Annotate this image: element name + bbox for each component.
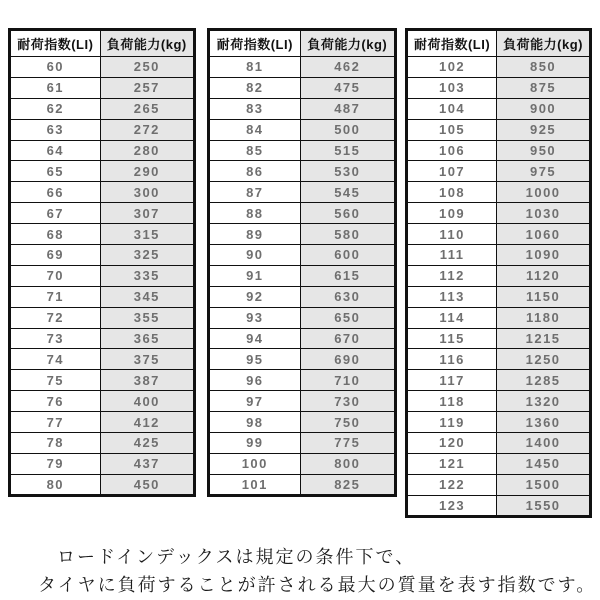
load-index-header-cell: 耐荷指数(LI) — [10, 30, 101, 57]
load-index-cell: 82 — [209, 77, 301, 98]
load-capacity-cell: 670 — [300, 328, 395, 349]
table-row — [10, 433, 195, 454]
load-capacity-cell: 300 — [100, 182, 194, 203]
load-capacity-cell: 1120 — [497, 265, 591, 286]
table-row — [10, 474, 195, 495]
load-index-cell: 96 — [209, 370, 301, 391]
table-row — [407, 495, 591, 516]
table-row — [407, 391, 591, 412]
table-row — [407, 412, 591, 433]
load-index-cell: 117 — [407, 370, 497, 391]
table-row — [10, 203, 195, 224]
table-row — [10, 286, 195, 307]
load-index-cell: 105 — [407, 119, 497, 140]
load-capacity-cell: 250 — [100, 57, 194, 78]
load-capacity-cell: 775 — [300, 433, 395, 454]
load-capacity-cell: 345 — [100, 286, 194, 307]
load-capacity-cell: 530 — [300, 161, 395, 182]
load-index-cell: 79 — [10, 453, 101, 474]
load-index-cell: 69 — [10, 245, 101, 266]
load-index-cell: 74 — [10, 349, 101, 370]
load-index-cell: 83 — [209, 98, 301, 119]
load-capacity-cell: 325 — [100, 245, 194, 266]
load-capacity-cell: 315 — [100, 224, 194, 245]
table-row — [407, 474, 591, 495]
table-row — [209, 286, 396, 307]
load-index-cell: 87 — [209, 182, 301, 203]
load-index-cell: 89 — [209, 224, 301, 245]
load-capacity-cell: 437 — [100, 453, 194, 474]
load-index-cell: 98 — [209, 412, 301, 433]
load-index-cell: 115 — [407, 328, 497, 349]
table-row — [10, 265, 195, 286]
load-capacity-cell: 280 — [100, 140, 194, 161]
load-capacity-cell: 1550 — [497, 495, 591, 516]
table-row — [407, 370, 591, 391]
table-row — [10, 328, 195, 349]
load-index-cell: 119 — [407, 412, 497, 433]
table-row — [10, 119, 195, 140]
table-row — [407, 245, 591, 266]
load-capacity-cell: 900 — [497, 98, 591, 119]
load-index-cell: 93 — [209, 307, 301, 328]
table-row — [407, 57, 591, 78]
load-index-cell: 62 — [10, 98, 101, 119]
table-row — [209, 203, 396, 224]
table-row — [209, 140, 396, 161]
load-index-header-cell: 耐荷指数(LI) — [407, 30, 497, 57]
load-capacity-cell: 475 — [300, 77, 395, 98]
load-capacity-cell: 412 — [100, 412, 194, 433]
load-index-cell: 92 — [209, 286, 301, 307]
table-row — [407, 203, 591, 224]
table-row — [209, 433, 396, 454]
load-index-cell: 75 — [10, 370, 101, 391]
load-index-cell: 109 — [407, 203, 497, 224]
load-index-cell: 71 — [10, 286, 101, 307]
load-capacity-cell: 800 — [300, 453, 395, 474]
footer-line-1: ロードインデックスは規定の条件下で、 — [57, 547, 416, 567]
load-index-cell: 64 — [10, 140, 101, 161]
table-row — [209, 182, 396, 203]
load-capacity-cell: 450 — [100, 474, 194, 495]
table-row — [407, 161, 591, 182]
header-row — [407, 30, 591, 57]
load-capacity-cell: 875 — [497, 77, 591, 98]
load-capacity-cell: 650 — [300, 307, 395, 328]
footer-line-2: タイヤに負荷することが許される最大の質量を表す指数です。 — [38, 575, 597, 595]
load-capacity-cell: 975 — [497, 161, 591, 182]
load-capacity-cell: 750 — [300, 412, 395, 433]
load-capacity-cell: 1360 — [497, 412, 591, 433]
load-index-cell: 101 — [209, 474, 301, 495]
table-row — [209, 224, 396, 245]
load-capacity-cell: 1090 — [497, 245, 591, 266]
load-capacity-cell: 1215 — [497, 328, 591, 349]
load-capacity-cell: 1250 — [497, 349, 591, 370]
load-index-cell: 80 — [10, 474, 101, 495]
load-capacity-cell: 1060 — [497, 224, 591, 245]
table-row — [10, 349, 195, 370]
table-row — [10, 140, 195, 161]
load-capacity-header-cell: 負荷能力(kg) — [497, 30, 591, 57]
table-row — [10, 370, 195, 391]
load-index-cell: 63 — [10, 119, 101, 140]
table-row — [209, 412, 396, 433]
table-row — [209, 453, 396, 474]
load-capacity-cell: 1320 — [497, 391, 591, 412]
table-row — [407, 98, 591, 119]
table-row — [407, 265, 591, 286]
load-index-cell: 86 — [209, 161, 301, 182]
table-row — [209, 98, 396, 119]
load-index-cell: 65 — [10, 161, 101, 182]
load-index-cell: 107 — [407, 161, 497, 182]
load-capacity-cell: 265 — [100, 98, 194, 119]
load-index-cell: 108 — [407, 182, 497, 203]
load-capacity-header-cell: 負荷能力(kg) — [100, 30, 194, 57]
table-row — [10, 57, 195, 78]
table-row — [10, 453, 195, 474]
load-capacity-cell: 257 — [100, 77, 194, 98]
load-index-cell: 113 — [407, 286, 497, 307]
load-index-cell: 122 — [407, 474, 497, 495]
load-capacity-cell: 1400 — [497, 433, 591, 454]
load-index-cell: 68 — [10, 224, 101, 245]
table-row — [209, 474, 396, 495]
load-index-cell: 106 — [407, 140, 497, 161]
load-capacity-cell: 272 — [100, 119, 194, 140]
table-row — [10, 77, 195, 98]
load-index-cell: 97 — [209, 391, 301, 412]
load-index-cell: 70 — [10, 265, 101, 286]
load-index-table-81-101 — [207, 28, 397, 497]
load-index-table-102-123 — [405, 28, 592, 518]
load-capacity-cell: 580 — [300, 224, 395, 245]
load-index-cell: 118 — [407, 391, 497, 412]
load-index-cell: 60 — [10, 57, 101, 78]
load-capacity-cell: 335 — [100, 265, 194, 286]
load-capacity-cell: 487 — [300, 98, 395, 119]
load-capacity-cell: 545 — [300, 182, 395, 203]
table-row — [407, 328, 591, 349]
footer-caption — [38, 543, 596, 599]
table-row — [209, 349, 396, 370]
load-capacity-cell: 730 — [300, 391, 395, 412]
load-capacity-cell: 1285 — [497, 370, 591, 391]
load-index-cell: 91 — [209, 265, 301, 286]
load-capacity-cell: 1450 — [497, 453, 591, 474]
load-capacity-cell: 850 — [497, 57, 591, 78]
table-row — [209, 328, 396, 349]
table-row — [407, 286, 591, 307]
load-capacity-cell: 355 — [100, 307, 194, 328]
load-index-cell: 99 — [209, 433, 301, 454]
load-capacity-cell: 560 — [300, 203, 395, 224]
load-index-cell: 116 — [407, 349, 497, 370]
load-index-cell: 61 — [10, 77, 101, 98]
table-row — [209, 57, 396, 78]
load-capacity-cell: 690 — [300, 349, 395, 370]
header-row — [10, 30, 195, 57]
load-index-cell: 104 — [407, 98, 497, 119]
load-capacity-cell: 400 — [100, 391, 194, 412]
load-index-cell: 73 — [10, 328, 101, 349]
load-capacity-cell: 425 — [100, 433, 194, 454]
table-row — [10, 391, 195, 412]
table-row — [407, 349, 591, 370]
load-index-cell: 94 — [209, 328, 301, 349]
load-index-cell: 102 — [407, 57, 497, 78]
load-capacity-cell: 1500 — [497, 474, 591, 495]
load-capacity-cell: 375 — [100, 349, 194, 370]
load-index-header-cell: 耐荷指数(LI) — [209, 30, 301, 57]
load-index-cell: 100 — [209, 453, 301, 474]
table-row — [407, 307, 591, 328]
table-row — [407, 119, 591, 140]
table-row — [10, 245, 195, 266]
table-row — [209, 161, 396, 182]
load-index-cell: 77 — [10, 412, 101, 433]
table-row — [209, 370, 396, 391]
load-index-cell: 111 — [407, 245, 497, 266]
load-index-cell: 84 — [209, 119, 301, 140]
load-index-cell: 110 — [407, 224, 497, 245]
load-index-cell: 112 — [407, 265, 497, 286]
table-row — [407, 453, 591, 474]
load-capacity-header-cell: 負荷能力(kg) — [300, 30, 395, 57]
load-capacity-cell: 365 — [100, 328, 194, 349]
load-capacity-cell: 1180 — [497, 307, 591, 328]
load-index-cell: 120 — [407, 433, 497, 454]
load-capacity-cell: 950 — [497, 140, 591, 161]
load-capacity-cell: 710 — [300, 370, 395, 391]
load-index-cell: 103 — [407, 77, 497, 98]
load-index-cell: 88 — [209, 203, 301, 224]
table-row — [209, 307, 396, 328]
load-index-cell: 66 — [10, 182, 101, 203]
load-index-cell: 90 — [209, 245, 301, 266]
load-index-cell: 114 — [407, 307, 497, 328]
load-capacity-cell: 1000 — [497, 182, 591, 203]
table-row — [407, 182, 591, 203]
load-capacity-cell: 307 — [100, 203, 194, 224]
table-row — [10, 412, 195, 433]
table-row — [407, 140, 591, 161]
load-capacity-cell: 290 — [100, 161, 194, 182]
load-index-cell: 72 — [10, 307, 101, 328]
load-capacity-cell: 600 — [300, 245, 395, 266]
table-row — [209, 391, 396, 412]
load-capacity-cell: 925 — [497, 119, 591, 140]
table-row — [10, 182, 195, 203]
table-row — [407, 433, 591, 454]
load-capacity-cell: 500 — [300, 119, 395, 140]
load-index-cell: 85 — [209, 140, 301, 161]
load-capacity-cell: 825 — [300, 474, 395, 495]
table-row — [407, 77, 591, 98]
load-capacity-cell: 1150 — [497, 286, 591, 307]
load-capacity-cell: 515 — [300, 140, 395, 161]
load-index-cell: 76 — [10, 391, 101, 412]
load-index-cell: 78 — [10, 433, 101, 454]
table-row — [209, 265, 396, 286]
table-row — [209, 245, 396, 266]
load-index-cell: 95 — [209, 349, 301, 370]
table-row — [10, 98, 195, 119]
load-capacity-cell: 1030 — [497, 203, 591, 224]
load-capacity-cell: 387 — [100, 370, 194, 391]
load-capacity-cell: 462 — [300, 57, 395, 78]
load-index-table-60-80 — [8, 28, 196, 497]
table-row — [209, 119, 396, 140]
load-index-cell: 123 — [407, 495, 497, 516]
load-capacity-cell: 615 — [300, 265, 395, 286]
load-index-cell: 121 — [407, 453, 497, 474]
table-row — [10, 307, 195, 328]
load-capacity-cell: 630 — [300, 286, 395, 307]
table-row — [10, 224, 195, 245]
load-index-cell: 81 — [209, 57, 301, 78]
table-row — [10, 161, 195, 182]
load-index-cell: 67 — [10, 203, 101, 224]
table-row — [209, 77, 396, 98]
table-row — [407, 224, 591, 245]
header-row — [209, 30, 396, 57]
